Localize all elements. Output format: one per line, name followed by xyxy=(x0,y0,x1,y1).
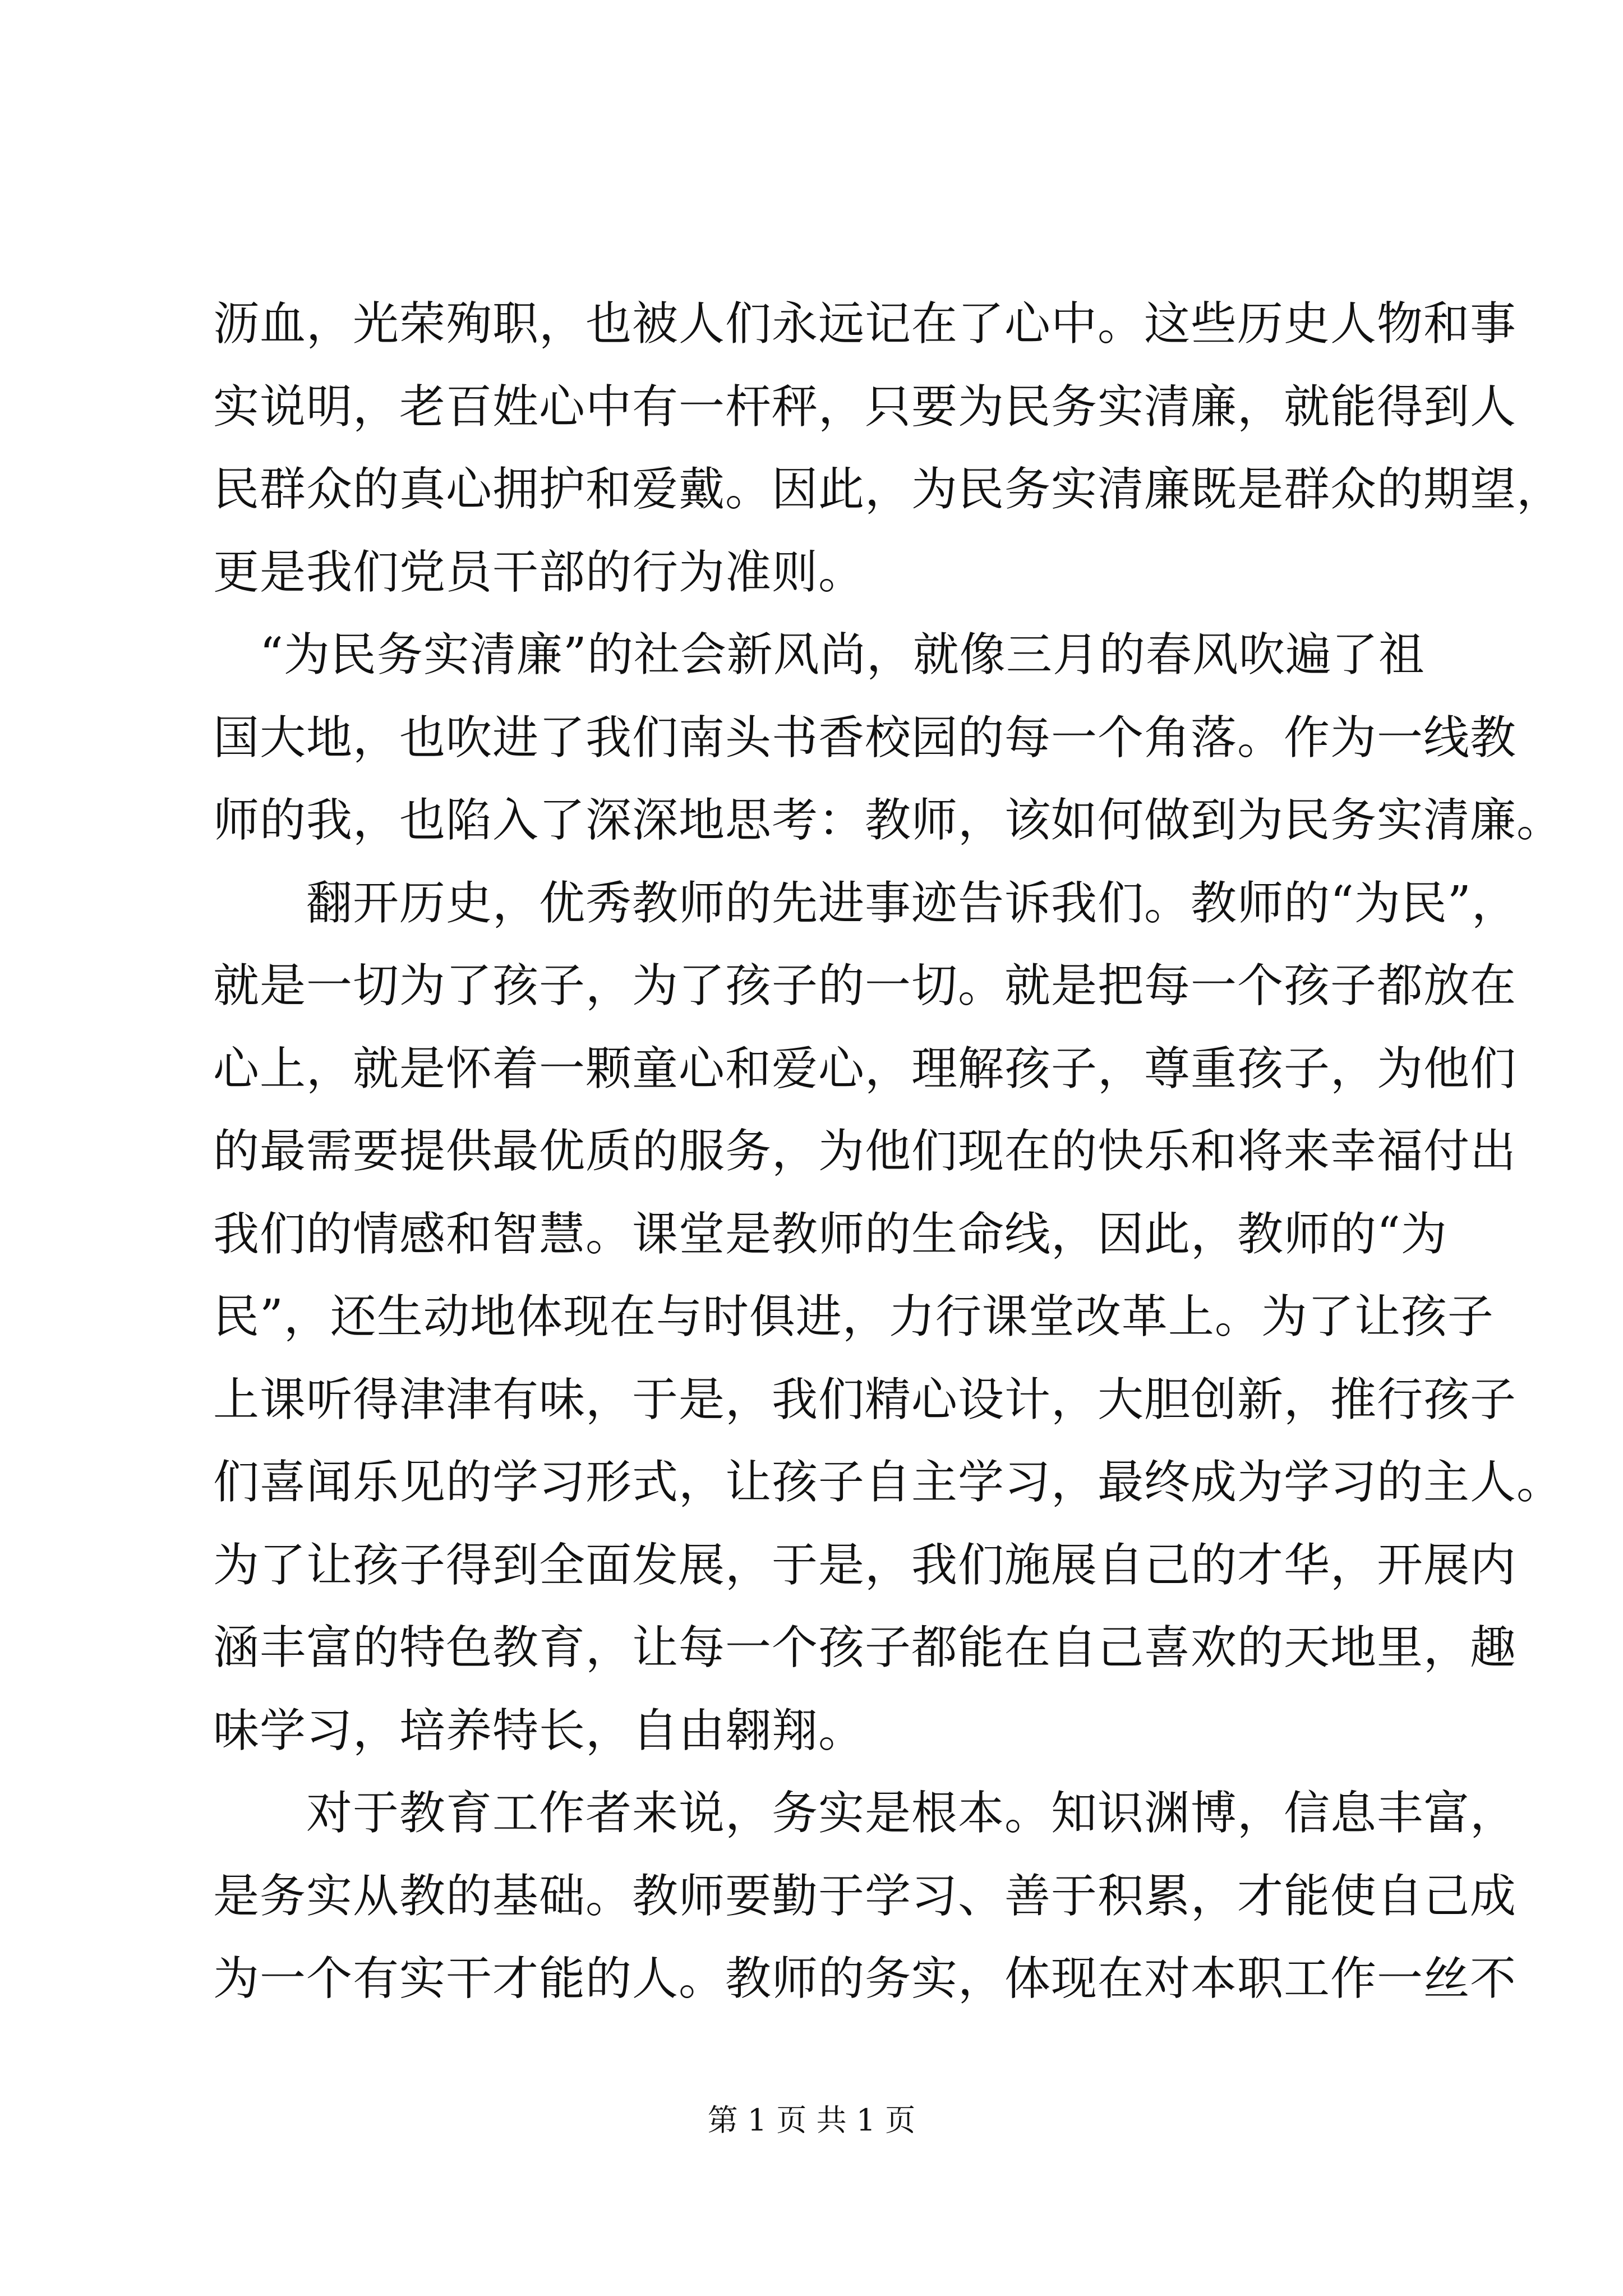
text-line: 民群众的真心拥护和爱戴。因此，为民务实清廉既是群众的期望， xyxy=(213,463,1564,516)
text-line: 们喜闻乐见的学习形式，让孩子自主学习，最终成为学习的主人。 xyxy=(213,1456,1564,1509)
page-number-label: 第 1 页 共 1 页 xyxy=(707,2102,916,2138)
text-line: 民”，还生动地体现在与时俱进，力行课堂改革上。为了让孩子 xyxy=(213,1290,1494,1343)
text-line: 就是一切为了孩子，为了孩子的一切。就是把每一个孩子都放在 xyxy=(213,959,1517,1013)
text-line: 更是我们党员干部的行为准则。 xyxy=(213,545,865,599)
body-text xyxy=(213,297,1564,2035)
page-footer xyxy=(0,2101,1623,2140)
text-line: 为一个有实干才能的人。教师的务实，体现在对本职工作一丝不 xyxy=(213,1952,1517,2005)
text-line: 对于教育工作者来说，务实是根本。知识渊博，信息丰富， xyxy=(213,1787,1517,1840)
text-line: 实说明，老百姓心中有一杆秤，只要为民务实清廉，就能得到人 xyxy=(213,380,1517,434)
text-line: 翻开历史，优秀教师的先进事迹告诉我们。教师的“为民”， xyxy=(213,876,1518,930)
text-line: “为民务实清廉”的社会新风尚，就像三月的春风吹遍了祖 xyxy=(213,628,1425,682)
text-line: 上课听得津津有味，于是，我们精心设计，大胆创新，推行孩子 xyxy=(213,1373,1517,1427)
text-line: 为了让孩子得到全面发展，于是，我们施展自己的才华，开展内 xyxy=(213,1538,1517,1592)
text-line: 沥血，光荣殉职，也被人们永远记在了心中。这些历史人物和事 xyxy=(213,297,1517,351)
text-line: 心上，就是怀着一颗童心和爱心，理解孩子，尊重孩子，为他们 xyxy=(213,1042,1517,1096)
text-line: 我们的情感和智慧。课堂是教师的生命线，因此，教师的“为 xyxy=(213,1207,1447,1261)
text-line: 味学习，培养特长，自由翱翔。 xyxy=(213,1704,865,1757)
text-line: 是务实从教的基础。教师要勤于学习、善于积累，才能使自己成 xyxy=(213,1869,1517,1923)
text-line: 的最需要提供最优质的服务，为他们现在的快乐和将来幸福付出 xyxy=(213,1125,1517,1178)
text-line: 国大地，也吹进了我们南头书香校园的每一个角落。作为一线教 xyxy=(213,711,1517,765)
text-line: 师的我，也陷入了深深地思考：教师，该如何做到为民务实清廉。 xyxy=(213,794,1564,847)
text-line: 涵丰富的特色教育，让每一个孩子都能在自己喜欢的天地里，趣 xyxy=(213,1621,1517,1674)
